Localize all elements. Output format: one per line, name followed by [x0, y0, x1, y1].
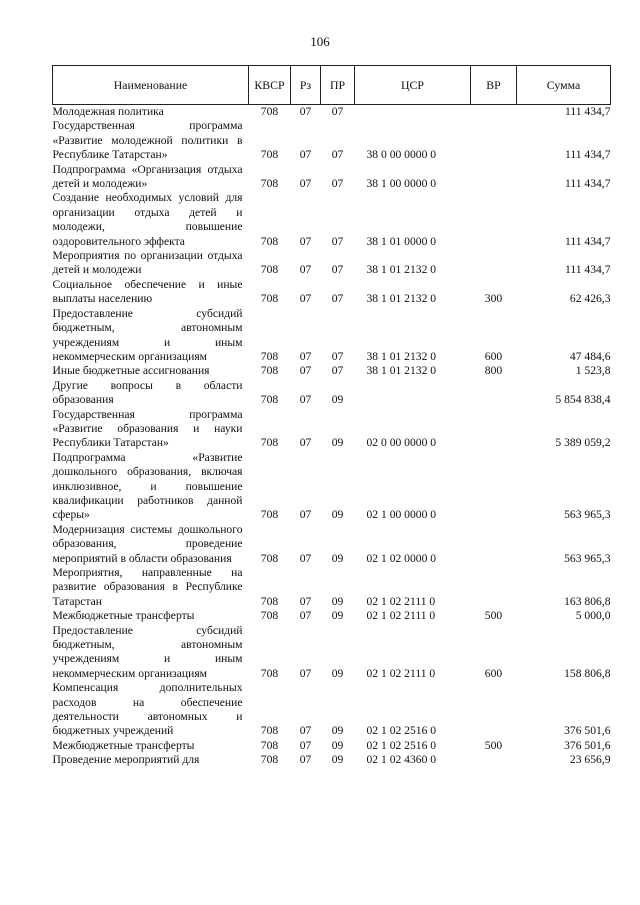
- cell-rz: 07: [299, 753, 312, 767]
- cell-pr: 09: [331, 738, 344, 752]
- cell-csr: 02 1 02 0000 0: [366, 551, 437, 565]
- cell-kvsr: 708: [260, 292, 279, 306]
- cell-csr: 38 0 00 0000 0: [366, 148, 437, 162]
- cell-vr: [471, 681, 517, 739]
- cell-rz: 07: [299, 364, 312, 378]
- cell-vr: [471, 451, 517, 523]
- table-row: [53, 249, 611, 278]
- cell-name: Иные бюджетные ассигнования: [52, 364, 210, 378]
- cell-rz: 07: [299, 105, 312, 118]
- cell-rz: 07: [299, 349, 312, 363]
- cell-kvsr: 708: [260, 263, 279, 277]
- cell-sum: 111 434,7: [564, 234, 611, 248]
- cell-vr: [471, 566, 517, 609]
- cell-rz: 07: [299, 177, 312, 191]
- cell-vr: 600: [484, 349, 503, 363]
- cell-rz: 07: [299, 393, 312, 407]
- cell-name: Подпрограмма «Развитие дошкольного образования, включая инклюзивное, и повышение квалификации работников данной сферы»: [52, 450, 243, 522]
- cell-vr: [471, 408, 517, 451]
- table-row: [53, 307, 611, 365]
- table-row: [53, 364, 611, 378]
- cell-csr: 38 1 01 2132 0: [366, 364, 437, 378]
- cell-sum: 563 965,3: [564, 551, 611, 565]
- cell-pr: 09: [331, 594, 344, 608]
- cell-csr: 02 0 00 0000 0: [366, 436, 437, 450]
- cell-vr: 300: [484, 292, 503, 306]
- cell-name: Межбюджетные трансферты: [52, 609, 195, 623]
- cell-sum: 23 656,9: [569, 753, 611, 767]
- cell-vr: 800: [484, 364, 503, 378]
- cell-rz: 07: [299, 724, 312, 738]
- cell-pr: 07: [331, 148, 344, 162]
- cell-name: Предоставление субсидий бюджетным, автономным учреждениям и иным некоммерческим организациям: [52, 623, 243, 680]
- cell-csr: 02 1 00 0000 0: [366, 508, 437, 522]
- cell-sum: 1 523,8: [575, 364, 611, 378]
- header-sum: Сумма: [517, 66, 611, 105]
- cell-name: Подпрограмма «Организация отдыха детей и молодежи»: [52, 162, 243, 191]
- cell-sum: 111 434,7: [564, 148, 611, 162]
- header-name: Наименование: [53, 66, 249, 105]
- cell-kvsr: 708: [260, 234, 279, 248]
- cell-sum: 158 806,8: [564, 666, 611, 680]
- cell-pr: 09: [331, 508, 344, 522]
- cell-kvsr: 708: [260, 349, 279, 363]
- cell-rz: 07: [299, 666, 312, 680]
- cell-kvsr: 708: [260, 738, 279, 752]
- cell-vr: [471, 249, 517, 278]
- cell-pr: 09: [331, 666, 344, 680]
- cell-pr: 09: [331, 724, 344, 738]
- cell-name: Государственная программа «Развитие молодежной политики в Республике Татарстан»: [52, 119, 243, 162]
- cell-rz: 07: [299, 609, 312, 623]
- cell-csr: 02 1 02 2516 0: [366, 724, 437, 738]
- header-rz: Рз: [291, 66, 321, 105]
- table-row: [53, 566, 611, 609]
- cell-pr: 07: [331, 234, 344, 248]
- cell-rz: 07: [299, 148, 312, 162]
- cell-vr: 500: [484, 609, 503, 623]
- cell-kvsr: 708: [260, 551, 279, 565]
- cell-csr: [355, 105, 471, 120]
- cell-sum: 5 389 059,2: [555, 436, 611, 450]
- cell-kvsr: 708: [260, 594, 279, 608]
- cell-csr: [355, 379, 471, 408]
- cell-kvsr: 708: [260, 436, 279, 450]
- cell-name: Мероприятия по организации отдыха детей и молодежи: [52, 249, 243, 277]
- cell-kvsr: 708: [260, 724, 279, 738]
- header-pr: ПР: [321, 66, 355, 105]
- cell-rz: 07: [299, 292, 312, 306]
- cell-name: Социальное обеспечение и иные выплаты населению: [52, 277, 243, 306]
- cell-kvsr: 708: [260, 364, 279, 378]
- cell-rz: 07: [299, 263, 312, 277]
- cell-name: Создание необходимых условий для организации отдыха детей и молодежи, повышение оздоровительного эффекта: [52, 191, 243, 248]
- table-row: [53, 105, 611, 120]
- cell-sum: 47 484,6: [569, 349, 611, 363]
- cell-csr: 38 1 00 0000 0: [366, 177, 437, 191]
- cell-csr: 38 1 01 2132 0: [366, 263, 437, 277]
- cell-pr: 07: [331, 364, 344, 378]
- table-row: [53, 191, 611, 249]
- table-header: [53, 66, 611, 105]
- cell-vr: [471, 753, 517, 767]
- cell-name: Предоставление субсидий бюджетным, автономным учреждениям и иным некоммерческим организациям: [52, 306, 243, 363]
- cell-pr: 09: [331, 609, 344, 623]
- cell-rz: 07: [299, 551, 312, 565]
- cell-kvsr: 708: [260, 753, 279, 767]
- cell-name: Молодежная политика: [52, 105, 164, 118]
- cell-kvsr: 708: [260, 508, 279, 522]
- cell-vr: [471, 379, 517, 408]
- cell-name: Государственная программа «Развитие образования и науки Республики Татарстан»: [52, 407, 243, 450]
- header-csr: ЦСР: [355, 66, 471, 105]
- cell-csr: 38 1 01 2132 0: [366, 349, 437, 363]
- table-row: [53, 278, 611, 307]
- table-row: [53, 523, 611, 566]
- cell-sum: 376 501,6: [564, 724, 611, 738]
- cell-sum: 563 965,3: [564, 508, 611, 522]
- cell-rz: 07: [299, 738, 312, 752]
- cell-name: Межбюджетные трансферты: [52, 738, 195, 752]
- budget-table: [52, 65, 611, 768]
- cell-name: Мероприятия, направленные на развитие образования в Республике Татарстан: [52, 566, 243, 608]
- table-body: [53, 105, 611, 768]
- table-row: [53, 753, 611, 767]
- cell-csr: 02 1 02 2516 0: [366, 738, 437, 752]
- cell-rz: 07: [299, 594, 312, 608]
- cell-pr: 07: [331, 177, 344, 191]
- cell-vr: 600: [484, 666, 503, 680]
- cell-csr: 38 1 01 0000 0: [366, 234, 437, 248]
- cell-sum: 163 806,8: [564, 594, 611, 608]
- cell-sum: 111 434,7: [564, 105, 611, 118]
- table-row: [53, 681, 611, 739]
- cell-name: Проведение мероприятий для: [52, 753, 200, 767]
- cell-kvsr: 708: [260, 177, 279, 191]
- cell-sum: 376 501,6: [564, 738, 611, 752]
- table-row: [53, 739, 611, 753]
- header-vr: ВР: [471, 66, 517, 105]
- cell-pr: 09: [331, 753, 344, 767]
- cell-sum: 62 426,3: [569, 292, 611, 306]
- cell-vr: 500: [484, 738, 503, 752]
- cell-rz: 07: [299, 508, 312, 522]
- cell-name: Компенсация дополнительных расходов на обеспечение деятельности автономных и бюджетных учреждений: [52, 681, 243, 738]
- cell-pr: 09: [331, 436, 344, 450]
- cell-sum: 111 434,7: [564, 263, 611, 277]
- cell-rz: 07: [299, 234, 312, 248]
- table-row: [53, 163, 611, 192]
- cell-kvsr: 708: [260, 148, 279, 162]
- cell-csr: 02 1 02 2111 0: [366, 594, 436, 608]
- table-row: [53, 408, 611, 451]
- cell-pr: 07: [331, 105, 344, 118]
- cell-kvsr: 708: [260, 393, 279, 407]
- cell-pr: 07: [331, 292, 344, 306]
- cell-kvsr: 708: [260, 609, 279, 623]
- cell-pr: 09: [331, 393, 344, 407]
- cell-kvsr: 708: [260, 666, 279, 680]
- page-number: 106: [310, 34, 330, 49]
- table-row: [53, 624, 611, 682]
- cell-csr: 38 1 01 2132 0: [366, 292, 437, 306]
- cell-name: Другие вопросы в области образования: [52, 378, 243, 407]
- cell-vr: [471, 163, 517, 192]
- cell-name: Модернизация системы дошкольного образования, проведение мероприятий в области образования: [52, 522, 243, 565]
- cell-pr: 09: [331, 551, 344, 565]
- cell-vr: [471, 119, 517, 162]
- header-kvsr: КВСР: [249, 66, 291, 105]
- cell-vr: [471, 191, 517, 249]
- cell-sum: 5 854 838,4: [555, 393, 611, 407]
- table-row: [53, 451, 611, 523]
- cell-csr: 02 1 02 2111 0: [366, 666, 436, 680]
- table-row: [53, 379, 611, 408]
- cell-kvsr: 708: [260, 105, 279, 118]
- cell-csr: 02 1 02 4360 0: [366, 753, 437, 767]
- cell-sum: 111 434,7: [564, 177, 611, 191]
- cell-pr: 07: [331, 349, 344, 363]
- cell-vr: [471, 105, 517, 120]
- cell-sum: 5 000,0: [575, 609, 611, 623]
- table-row: [53, 609, 611, 623]
- cell-csr: 02 1 02 2111 0: [366, 609, 436, 623]
- cell-vr: [471, 523, 517, 566]
- cell-pr: 07: [331, 263, 344, 277]
- table-row: [53, 119, 611, 162]
- cell-rz: 07: [299, 436, 312, 450]
